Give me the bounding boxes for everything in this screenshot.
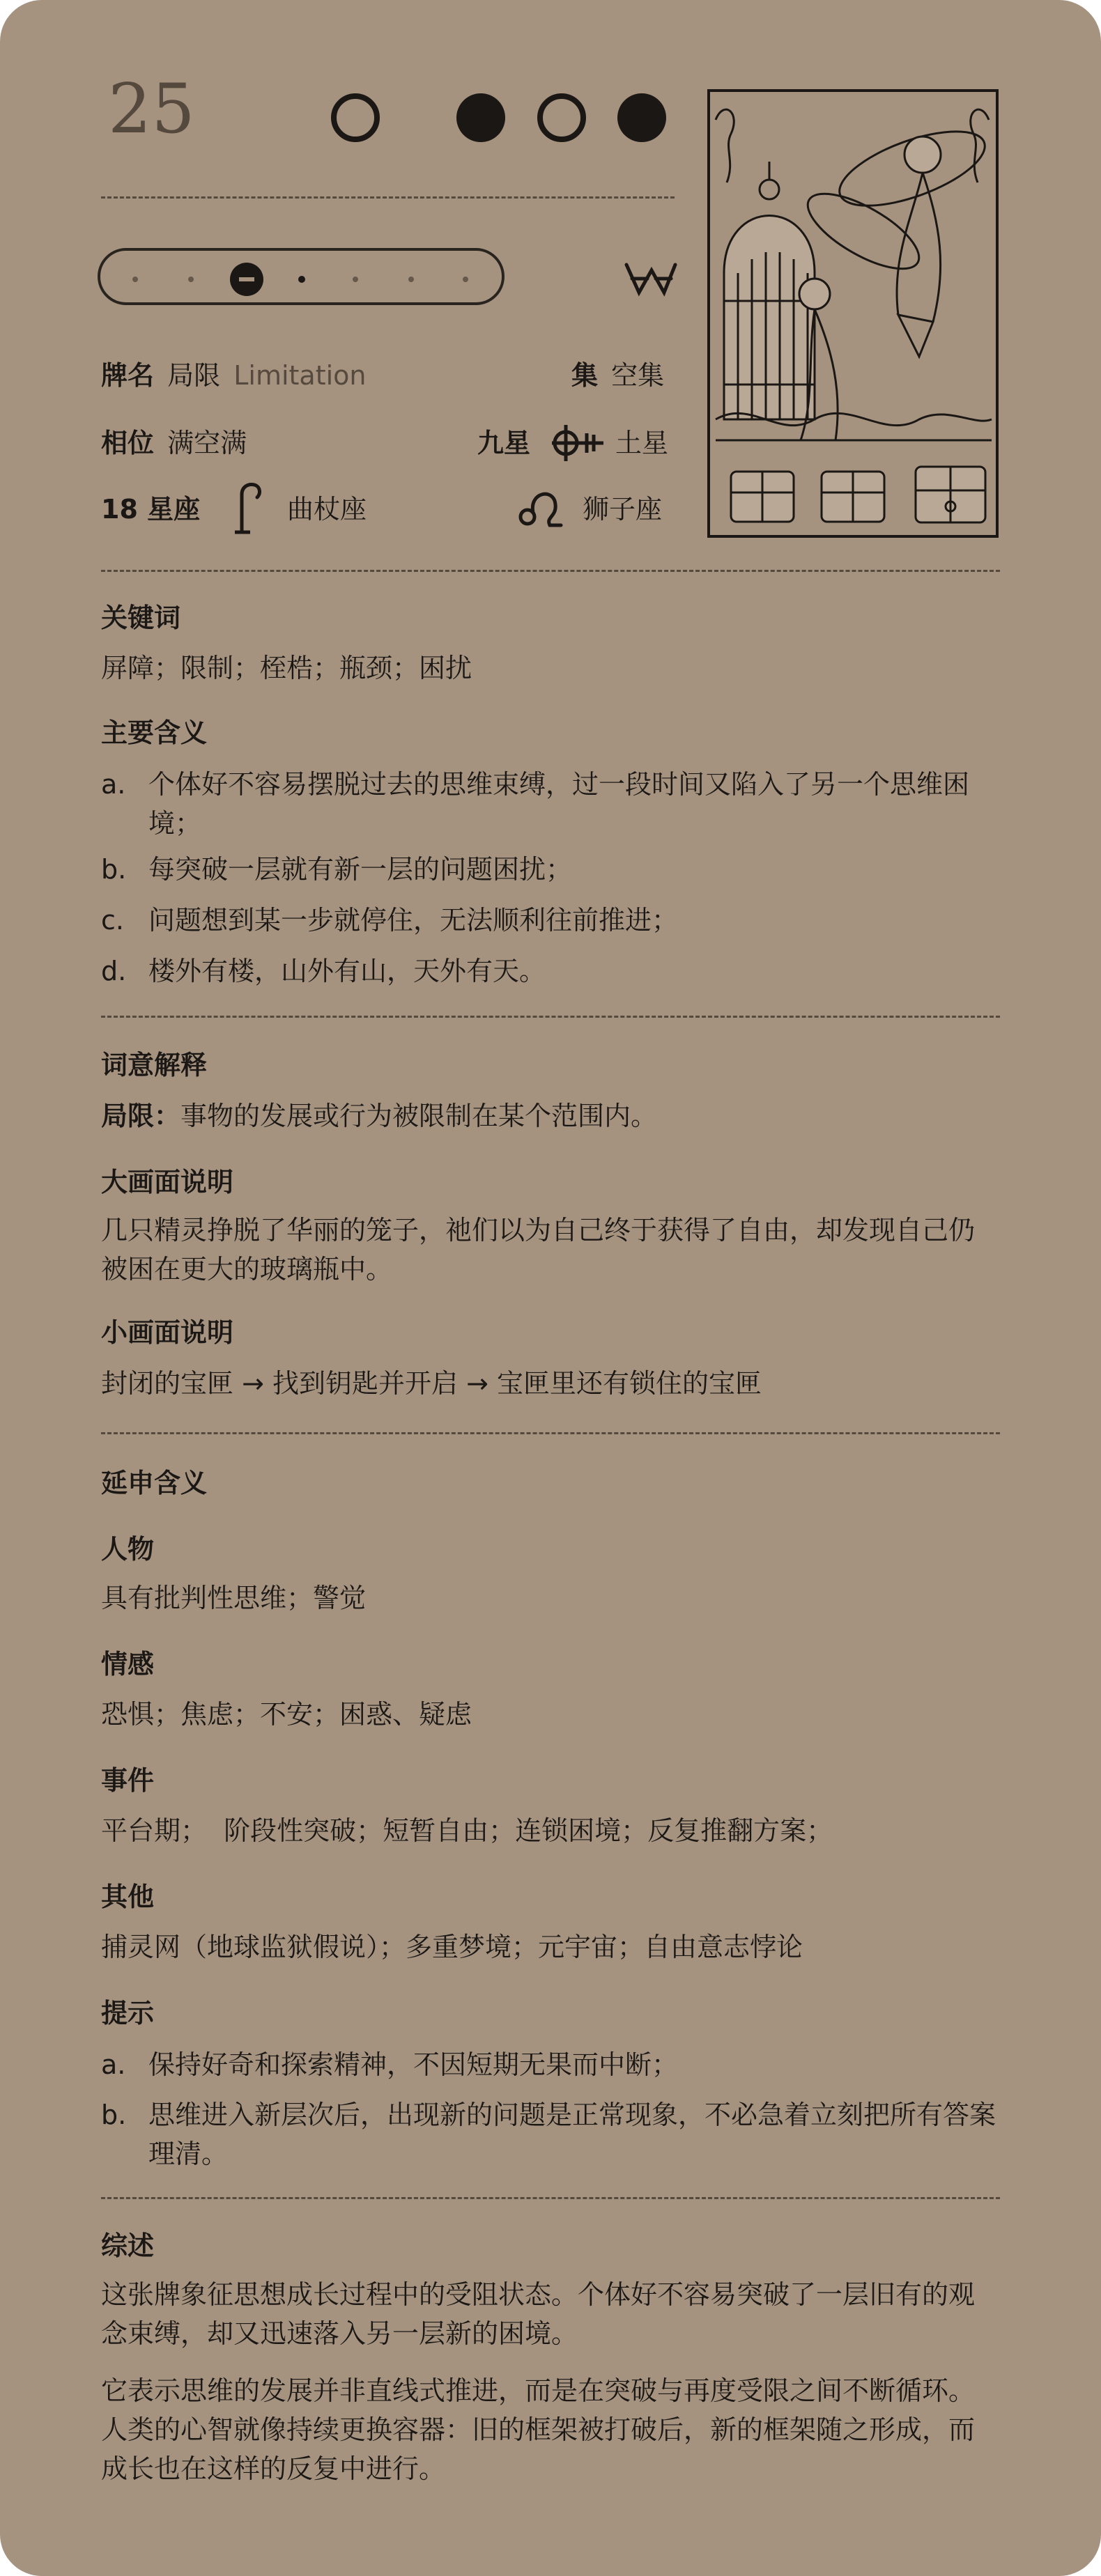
meaning-item: b. 每突破一层就有新一层的问题困扰； [101, 854, 573, 885]
summary-paragraph-1: 这张牌象征思想成长过程中的受阻状态。个体好不容易突破了一层旧有的观念束缚，却又迅速落入另一层新的困境。 [101, 2279, 976, 2349]
tips-item: a. 保持好奇和探索精神，不因短期无果而中断； [101, 2049, 679, 2080]
keywords-title: 关键词 [101, 603, 181, 633]
moon-phase-filled-2 [617, 93, 666, 142]
tips-item: b. 思维进入新层次后，出现新的问题是正常现象，不必急着立刻把所有答案理清。 [101, 2100, 996, 2169]
tips-title: 提示 [101, 1998, 155, 2028]
event-text: 平台期； 阶段性突破；短暂自由；连锁困境；反复推翻方案； [101, 1815, 833, 1846]
big-picture-text: 几只精灵挣脱了华丽的笼子，祂们以为自己终于获得了自由，却发现自己仍被困在更大的玻璃瓶中。 [101, 1215, 976, 1285]
meaning-item: d. 楼外有楼，山外有山，天外有天。 [101, 956, 546, 986]
moon-phase-open-1 [331, 93, 380, 142]
meta-phase: 相位 满空满 [101, 428, 247, 458]
card-number: 25 [108, 70, 195, 149]
slider-dot [298, 276, 305, 283]
emotion-text: 恐惧；焦虑；不安；困惑、疑虑 [101, 1699, 472, 1730]
meta-name: 牌名 局限 Limitation [101, 360, 367, 391]
divider [101, 1432, 1000, 1434]
meta-nine-star: 九星 [477, 428, 531, 458]
emotion-title: 情感 [101, 1649, 155, 1679]
keywords-text: 屏障；限制；桎梏；瓶颈；困扰 [101, 653, 472, 683]
meta-nine-star-value: 土星 [615, 428, 669, 458]
crook-glyph-icon [232, 481, 264, 535]
summary-title: 综述 [101, 2230, 155, 2261]
divider [101, 196, 675, 199]
saturn-glyph-icon [550, 422, 605, 464]
meaning-item: c. 问题想到某一步就停住，无法顺利往前推进； [101, 905, 679, 936]
symbol-icon [624, 258, 679, 300]
person-text: 具有批判性思维；警觉 [101, 1583, 367, 1613]
big-picture-title: 大画面说明 [101, 1167, 234, 1197]
phase-slider[interactable] [98, 248, 505, 305]
meaning-title: 主要含义 [101, 717, 208, 748]
leo-glyph-icon [518, 485, 564, 528]
word-definition: 局限：事物的发展或行为被限制在某个范围内。 [101, 1101, 658, 1131]
meta-zodiac-value-2: 狮子座 [583, 494, 663, 525]
other-text: 捕灵网（地球监狱假说）；多重梦境；元宇宙；自由意志悖论 [101, 1932, 803, 1962]
word-title: 词意解释 [101, 1050, 208, 1080]
illustration-drawing [710, 92, 996, 535]
slider-dot [188, 277, 194, 282]
slider-knob[interactable] [230, 263, 263, 296]
card-illustration [707, 89, 999, 538]
slider-dot [463, 277, 468, 282]
meta-zodiac-label: 18 星座 [101, 494, 201, 525]
divider [101, 570, 1000, 572]
moon-phase-filled-1 [456, 93, 505, 142]
extended-title: 延申含义 [101, 1468, 208, 1498]
slider-dot [408, 277, 414, 282]
small-picture-title: 小画面说明 [101, 1317, 234, 1348]
person-title: 人物 [101, 1534, 155, 1565]
other-title: 其他 [101, 1881, 155, 1912]
meaning-item: a. 个体好不容易摆脱过去的思维束缚，过一段时间又陷入了另一个思维困境； [101, 769, 970, 839]
slider-dot [132, 277, 138, 282]
divider [101, 1016, 1000, 1018]
meta-zodiac-value-1: 曲杖座 [287, 494, 367, 525]
small-picture-text: 封闭的宝匣 → 找到钥匙并开启 → 宝匣里还有锁住的宝匣 [101, 1368, 762, 1399]
event-title: 事件 [101, 1765, 155, 1796]
divider [101, 2197, 1000, 2199]
slider-dot [353, 277, 358, 282]
moon-phase-open-2 [537, 93, 586, 142]
meta-set: 集 空集 [571, 360, 665, 391]
summary-paragraph-2: 它表示思维的发展并非直线式推进，而是在突破与再度受限之间不断循环。人类的心智就像持续更换容器：旧的框架被打破后，新的框架随之形成，而成长也在这样的反复中进行。 [101, 2375, 976, 2484]
